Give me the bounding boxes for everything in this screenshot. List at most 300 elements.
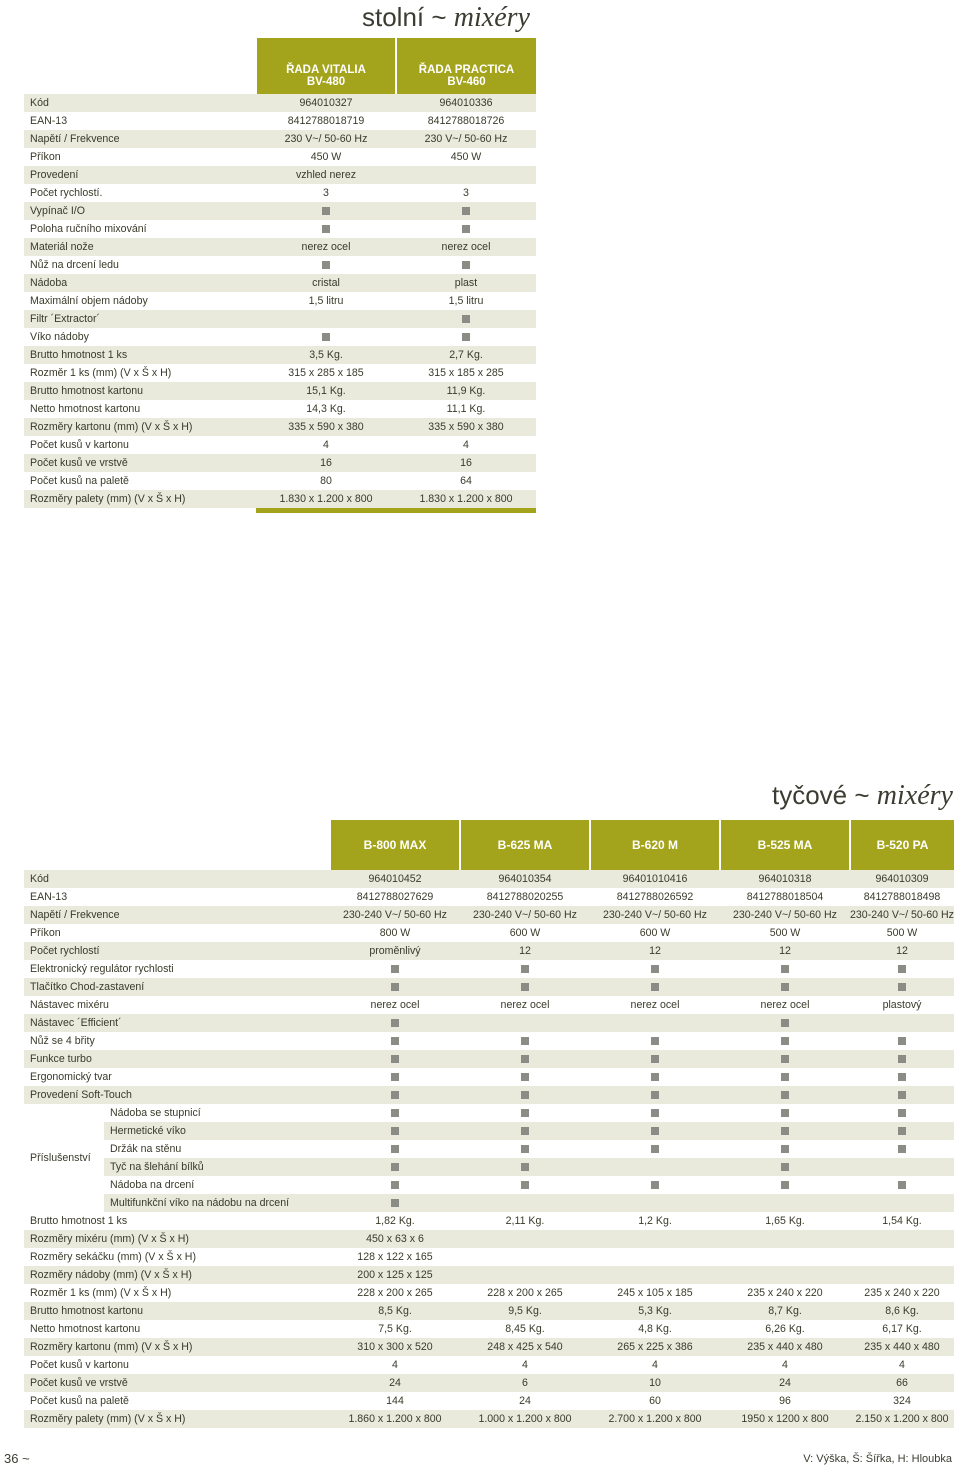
table-row xyxy=(24,906,954,924)
table-row xyxy=(24,184,536,202)
model-header: B-625 MA xyxy=(460,820,590,870)
table-row xyxy=(24,328,536,346)
feature-check-icon xyxy=(391,1091,399,1099)
value-cell xyxy=(460,1266,590,1284)
feature-check-icon xyxy=(521,1073,529,1081)
row-label: EAN-13 xyxy=(30,891,68,903)
row-label: Nádoba xyxy=(24,274,256,292)
row-label: Kód xyxy=(24,870,330,888)
value-cell: 335 x 590 x 380 xyxy=(256,418,396,436)
accessory-row xyxy=(24,1122,954,1140)
feature-check-icon xyxy=(898,1055,906,1063)
value-cell: 10 xyxy=(590,1374,720,1392)
value-cell: 235 x 240 x 220 xyxy=(864,1287,940,1299)
model-code: BV-460 xyxy=(447,76,486,88)
table-row xyxy=(24,1068,954,1086)
feature-check-icon xyxy=(898,983,906,991)
row-label: Počet kusů ve vrstvě xyxy=(24,1374,330,1392)
value-cell: 96 xyxy=(779,1395,791,1407)
value-cell xyxy=(850,1248,954,1266)
value-cell xyxy=(256,328,396,346)
value-cell: 500 W xyxy=(886,927,918,939)
feature-check-icon xyxy=(391,1109,399,1117)
value-cell: 8412788026592 xyxy=(616,891,694,903)
value-cell: 964010309 xyxy=(850,870,954,888)
table-row xyxy=(24,1338,954,1356)
value-cell: 1,2 Kg. xyxy=(638,1215,672,1227)
value-cell xyxy=(590,1230,720,1248)
feature-check-icon xyxy=(521,1091,529,1099)
row-label: Rozměry palety (mm) (V x Š x H) xyxy=(24,490,256,508)
value-cell xyxy=(720,1122,850,1140)
value-cell: 1,5 litru xyxy=(448,295,484,307)
row-label: Brutto hmotnost 1 ks xyxy=(24,346,256,364)
table-tycove-mixery xyxy=(24,820,954,1428)
value-cell: 230 V~/ 50-60 Hz xyxy=(396,130,536,148)
value-cell xyxy=(720,1032,850,1050)
row-label: Brutto hmotnost kartonu xyxy=(24,382,256,400)
value-cell: 11,1 Kg. xyxy=(446,403,486,415)
accessory-label: Tyč na šlehání bílků xyxy=(104,1158,330,1176)
feature-check-icon xyxy=(462,207,470,215)
value-cell xyxy=(460,960,590,978)
table-row xyxy=(24,1230,954,1248)
value-cell xyxy=(720,1068,850,1086)
value-cell: 8,6 Kg. xyxy=(850,1302,954,1320)
value-cell: 80 xyxy=(320,475,332,487)
value-cell xyxy=(330,1194,460,1212)
value-cell: 11,9 Kg. xyxy=(396,382,536,400)
value-cell: nerez ocel xyxy=(630,999,680,1011)
row-label: Počet kusů v kartonu xyxy=(30,439,129,451)
value-cell: 24 xyxy=(519,1395,531,1407)
value-cell: 12 xyxy=(720,942,850,960)
value-cell xyxy=(460,1230,590,1248)
table-footer-bar xyxy=(24,508,536,513)
series-name: ŘADA VITALIA xyxy=(286,64,366,76)
feature-check-icon xyxy=(391,1181,399,1189)
value-cell xyxy=(850,1104,954,1122)
value-cell: 16 xyxy=(256,454,396,472)
value-cell: 8,7 Kg. xyxy=(720,1302,850,1320)
value-cell xyxy=(330,978,460,996)
accessory-label: Nádoba na drcení xyxy=(110,1179,195,1191)
value-cell xyxy=(590,1122,720,1140)
model-header: B-800 MAX xyxy=(330,820,460,870)
value-cell: 230-240 V~/ 50-60 Hz xyxy=(850,906,954,924)
feature-check-icon xyxy=(322,207,330,215)
feature-check-icon xyxy=(898,1145,906,1153)
table-row xyxy=(24,472,536,490)
value-cell: 1,65 Kg. xyxy=(765,1215,805,1227)
value-cell xyxy=(396,202,536,220)
page-number: 36 ~ xyxy=(4,1451,30,1466)
value-cell xyxy=(256,256,396,274)
row-label: Rozměry kartonu (mm) (V x Š x H) xyxy=(24,418,256,436)
value-cell: 500 W xyxy=(769,927,801,939)
value-cell xyxy=(720,1158,850,1176)
feature-check-icon xyxy=(521,1127,529,1135)
table-row xyxy=(24,346,536,364)
row-label: Příkon xyxy=(30,151,61,163)
feature-check-icon xyxy=(781,1055,789,1063)
value-cell xyxy=(460,1050,590,1068)
value-cell xyxy=(850,1086,954,1104)
value-cell xyxy=(590,1050,720,1068)
value-cell: nerez ocel xyxy=(370,999,420,1011)
table-row xyxy=(24,1284,954,1302)
feature-check-icon xyxy=(898,1091,906,1099)
table-stolni-mixery xyxy=(24,38,536,513)
value-cell: 315 x 185 x 285 xyxy=(428,367,504,379)
value-cell: 5,3 Kg. xyxy=(590,1302,720,1320)
value-cell xyxy=(720,1104,850,1122)
value-cell: 2.150 x 1.200 x 800 xyxy=(850,1410,954,1428)
table-row xyxy=(24,382,536,400)
feature-check-icon xyxy=(521,1055,529,1063)
value-cell: 64 xyxy=(460,475,472,487)
series-name: ŘADA PRACTICA xyxy=(418,64,515,76)
value-cell xyxy=(850,1068,954,1086)
row-label: Nůž se 4 břity xyxy=(30,1035,95,1047)
feature-check-icon xyxy=(391,1019,399,1027)
value-cell: 1.830 x 1.200 x 800 xyxy=(396,490,536,508)
feature-check-icon xyxy=(898,1037,906,1045)
value-cell xyxy=(460,1032,590,1050)
table-row xyxy=(24,112,536,130)
table-row xyxy=(24,1302,954,1320)
value-cell xyxy=(850,978,954,996)
value-cell: 2,7 Kg. xyxy=(396,346,536,364)
feature-check-icon xyxy=(391,1073,399,1081)
table-row xyxy=(24,1320,954,1338)
row-label: Příkon xyxy=(30,927,61,939)
value-cell xyxy=(850,1014,954,1032)
value-cell xyxy=(590,960,720,978)
value-cell: 450 W xyxy=(310,151,342,163)
table-row xyxy=(24,1086,954,1104)
value-cell: 8412788018726 xyxy=(427,115,505,127)
value-cell xyxy=(330,1014,460,1032)
accessories-group-label: Příslušenství xyxy=(24,1104,104,1212)
value-cell: 2,11 Kg. xyxy=(505,1215,545,1227)
value-cell xyxy=(330,1122,460,1140)
accessory-label: Hermetické víko xyxy=(104,1122,330,1140)
value-cell: 964010318 xyxy=(720,870,850,888)
feature-check-icon xyxy=(651,1145,659,1153)
feature-check-icon xyxy=(462,261,470,269)
value-cell xyxy=(720,1050,850,1068)
value-cell: 4 xyxy=(899,1359,905,1371)
value-cell: 24 xyxy=(330,1374,460,1392)
value-cell xyxy=(720,1230,850,1248)
table-row xyxy=(24,130,536,148)
feature-check-icon xyxy=(898,1181,906,1189)
value-cell: 3,5 Kg. xyxy=(256,346,396,364)
value-cell: 6,17 Kg. xyxy=(882,1323,922,1335)
value-cell xyxy=(460,1176,590,1194)
row-label: Kód xyxy=(24,94,256,112)
value-cell: 235 x 440 x 480 xyxy=(850,1338,954,1356)
value-cell: 6 xyxy=(460,1374,590,1392)
value-cell: 450 x 63 x 6 xyxy=(330,1230,460,1248)
value-cell: 12 xyxy=(590,942,720,960)
table-row xyxy=(24,1392,954,1410)
feature-check-icon xyxy=(322,225,330,233)
value-cell: 144 xyxy=(386,1395,404,1407)
value-cell: 265 x 225 x 386 xyxy=(590,1338,720,1356)
feature-check-icon xyxy=(391,983,399,991)
value-cell: 1,82 Kg. xyxy=(375,1215,415,1227)
value-cell xyxy=(256,220,396,238)
value-cell: 1.860 x 1.200 x 800 xyxy=(330,1410,460,1428)
value-cell: 230 V~/ 50-60 Hz xyxy=(256,130,396,148)
value-cell: 9,5 Kg. xyxy=(460,1302,590,1320)
value-cell: 964010336 xyxy=(396,94,536,112)
feature-check-icon xyxy=(651,1127,659,1135)
feature-check-icon xyxy=(391,1055,399,1063)
table-row xyxy=(24,364,536,382)
table-row xyxy=(24,202,536,220)
feature-check-icon xyxy=(651,1181,659,1189)
accessory-label: Nádoba se stupnicí xyxy=(110,1107,201,1119)
model-header xyxy=(256,38,396,94)
row-label: Počet rychlostí. xyxy=(30,187,103,199)
row-label: Rozměry sekáčku (mm) (V x Š x H) xyxy=(30,1251,196,1263)
accessory-row xyxy=(24,1158,954,1176)
accessory-row xyxy=(24,1176,954,1194)
feature-check-icon xyxy=(322,333,330,341)
value-cell xyxy=(850,1122,954,1140)
table-row xyxy=(24,310,536,328)
feature-check-icon xyxy=(781,1181,789,1189)
value-cell: vzhled nerez xyxy=(256,166,396,184)
value-cell xyxy=(460,1122,590,1140)
row-label: Filtr ´Extractor´ xyxy=(24,310,256,328)
table-row xyxy=(24,996,954,1014)
row-label: Rozměr 1 ks (mm) (V x Š x H) xyxy=(30,1287,172,1299)
value-cell xyxy=(590,978,720,996)
value-cell: 964010452 xyxy=(330,870,460,888)
value-cell xyxy=(590,1032,720,1050)
table-row xyxy=(24,256,536,274)
value-cell: nerez ocel xyxy=(500,999,550,1011)
value-cell xyxy=(590,1086,720,1104)
feature-check-icon xyxy=(391,1145,399,1153)
section2-title xyxy=(772,780,953,812)
value-cell: 230-240 V~/ 50-60 Hz xyxy=(590,906,720,924)
table-row xyxy=(24,238,536,256)
value-cell xyxy=(720,1248,850,1266)
value-cell: 1,5 litru xyxy=(308,295,344,307)
value-cell: 248 x 425 x 540 xyxy=(460,1338,590,1356)
value-cell xyxy=(720,1176,850,1194)
row-label: Rozměry mixéru (mm) (V x Š x H) xyxy=(24,1230,330,1248)
value-cell: 8,5 Kg. xyxy=(330,1302,460,1320)
section2-title-accent: mixéry xyxy=(876,780,953,811)
value-cell: 228 x 200 x 265 xyxy=(487,1287,563,1299)
value-cell: nerez ocel xyxy=(760,999,810,1011)
dimension-legend: V: Výška, Š: Šířka, H: Hloubka xyxy=(803,1453,952,1465)
accessory-row xyxy=(24,1194,954,1212)
row-label: Maximální objem nádoby xyxy=(30,295,148,307)
table-row xyxy=(24,1050,954,1068)
accessory-label: Multifunkční víko na nádobu na drcení xyxy=(104,1194,330,1212)
value-cell xyxy=(850,960,954,978)
value-cell: 1950 x 1200 x 800 xyxy=(720,1410,850,1428)
value-cell xyxy=(396,220,536,238)
table-row xyxy=(24,1212,954,1230)
table-row xyxy=(24,1356,954,1374)
table-row xyxy=(24,978,954,996)
value-cell xyxy=(460,1248,590,1266)
value-cell: 600 W xyxy=(509,927,541,939)
value-cell: 4,8 Kg. xyxy=(638,1323,672,1335)
value-cell: 230-240 V~/ 50-60 Hz xyxy=(330,906,460,924)
value-cell: 8412788018504 xyxy=(746,891,824,903)
model-header: B-520 PA xyxy=(850,820,954,870)
table-header-row xyxy=(24,820,954,870)
section1-title-accent: mixéry xyxy=(453,2,530,33)
value-cell xyxy=(720,1086,850,1104)
table-row xyxy=(24,436,536,454)
section1-title xyxy=(362,2,530,34)
row-label: Počet kusů v kartonu xyxy=(30,1359,129,1371)
feature-check-icon xyxy=(781,1109,789,1117)
section2-title-text: tyčové ~ xyxy=(772,780,870,810)
accessory-row xyxy=(24,1140,954,1158)
value-cell xyxy=(330,1068,460,1086)
value-cell xyxy=(590,1104,720,1122)
table-stolni-body xyxy=(24,38,536,513)
row-label: Rozměry kartonu (mm) (V x Š x H) xyxy=(24,1338,330,1356)
value-cell xyxy=(330,1104,460,1122)
value-cell: 4 xyxy=(782,1359,788,1371)
table-row xyxy=(24,1014,954,1032)
value-cell xyxy=(460,1104,590,1122)
feature-check-icon xyxy=(521,1181,529,1189)
value-cell xyxy=(850,1230,954,1248)
value-cell xyxy=(330,1032,460,1050)
value-cell: 96401010416 xyxy=(590,870,720,888)
feature-check-icon xyxy=(391,1127,399,1135)
value-cell: 4 xyxy=(463,439,469,451)
value-cell: 800 W xyxy=(379,927,411,939)
feature-check-icon xyxy=(462,315,470,323)
feature-check-icon xyxy=(651,1073,659,1081)
value-cell xyxy=(256,202,396,220)
value-cell: 1,54 Kg. xyxy=(882,1215,922,1227)
table-header-row xyxy=(24,38,536,94)
feature-check-icon xyxy=(651,1091,659,1099)
table-row xyxy=(24,292,536,310)
value-cell: 16 xyxy=(396,454,536,472)
feature-check-icon xyxy=(462,333,470,341)
value-cell xyxy=(590,1068,720,1086)
feature-check-icon xyxy=(898,1109,906,1117)
row-label: Nástavec mixéru xyxy=(30,999,109,1011)
feature-check-icon xyxy=(651,1037,659,1045)
value-cell xyxy=(720,960,850,978)
value-cell xyxy=(396,166,536,184)
value-cell: plastový xyxy=(882,999,922,1011)
feature-check-icon xyxy=(521,1109,529,1117)
table-row xyxy=(24,1266,954,1284)
value-cell: 235 x 440 x 480 xyxy=(720,1338,850,1356)
value-cell: 4 xyxy=(652,1359,658,1371)
feature-check-icon xyxy=(781,965,789,973)
feature-check-icon xyxy=(898,965,906,973)
row-label: Ergonomický tvar xyxy=(30,1071,112,1083)
row-label: Brutto hmotnost kartonu xyxy=(24,1302,330,1320)
feature-check-icon xyxy=(391,1163,399,1171)
table-row xyxy=(24,148,536,166)
value-cell xyxy=(460,978,590,996)
value-cell xyxy=(590,1248,720,1266)
table-row xyxy=(24,490,536,508)
table-row xyxy=(24,924,954,942)
value-cell xyxy=(590,1014,720,1032)
value-cell xyxy=(330,1050,460,1068)
row-label: Napětí / Frekvence xyxy=(24,906,330,924)
value-cell xyxy=(330,1158,460,1176)
value-cell xyxy=(460,1068,590,1086)
value-cell xyxy=(720,1140,850,1158)
row-label: Víko nádoby xyxy=(30,331,89,343)
row-label: EAN-13 xyxy=(30,115,68,127)
value-cell: 8412788018498 xyxy=(863,891,941,903)
value-cell: 3 xyxy=(323,187,329,199)
value-cell xyxy=(850,1176,954,1194)
feature-check-icon xyxy=(781,1037,789,1045)
row-label: Rozměry palety (mm) (V x Š x H) xyxy=(24,1410,330,1428)
value-cell xyxy=(396,310,536,328)
value-cell xyxy=(850,1194,954,1212)
value-cell: 128 x 122 x 165 xyxy=(357,1251,433,1263)
value-cell: 335 x 590 x 380 xyxy=(396,418,536,436)
value-cell xyxy=(850,1050,954,1068)
feature-check-icon xyxy=(651,965,659,973)
row-label: Rozměry nádoby (mm) (V x Š x H) xyxy=(24,1266,330,1284)
row-label: Nůž na drcení ledu xyxy=(30,259,119,271)
value-cell xyxy=(720,1194,850,1212)
row-label: Brutto hmotnost 1 ks xyxy=(30,1215,128,1227)
value-cell xyxy=(396,256,536,274)
row-label: Netto hmotnost kartonu xyxy=(30,1323,141,1335)
value-cell: 14,3 Kg. xyxy=(306,403,346,415)
row-label: Provedení xyxy=(24,166,256,184)
table-row xyxy=(24,94,536,112)
feature-check-icon xyxy=(651,1109,659,1117)
feature-check-icon xyxy=(521,983,529,991)
value-cell: 66 xyxy=(850,1374,954,1392)
value-cell: nerez ocel xyxy=(256,238,396,256)
value-cell: 228 x 200 x 265 xyxy=(357,1287,433,1299)
section1-title-text: stolní ~ xyxy=(362,2,447,32)
feature-check-icon xyxy=(521,1145,529,1153)
feature-check-icon xyxy=(322,261,330,269)
feature-check-icon xyxy=(521,965,529,973)
value-cell: 230-240 V~/ 50-60 Hz xyxy=(720,906,850,924)
table-row xyxy=(24,1248,954,1266)
table-row xyxy=(24,454,536,472)
value-cell: 3 xyxy=(463,187,469,199)
row-label: Počet rychlostí xyxy=(24,942,330,960)
value-cell: 964010327 xyxy=(256,94,396,112)
value-cell: 964010354 xyxy=(460,870,590,888)
value-cell: 1.830 x 1.200 x 800 xyxy=(256,490,396,508)
table-row xyxy=(24,942,954,960)
